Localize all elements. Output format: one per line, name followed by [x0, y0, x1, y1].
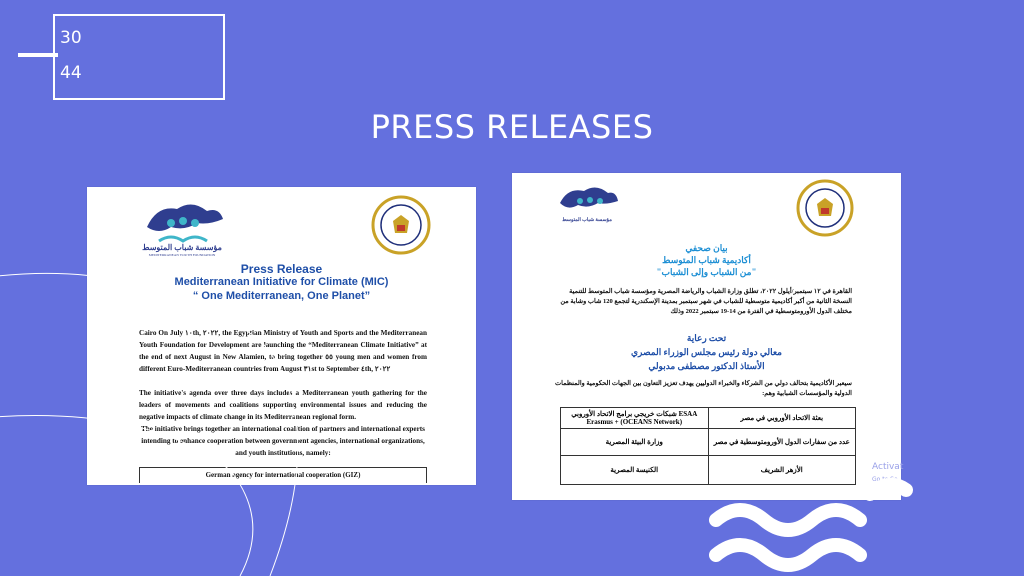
- table-cell: عدد من سفارات الدول الأورومتوسطية في مصر: [708, 429, 856, 456]
- press-paragraph-1: Cairo On July ١٠th, ٢٠٢٢, the Egyptian Ministry of Youth and Sports and the Mediterranean Youth Foundation for Development are launching the “Mediterranean Climate Initiative” at the end of next August in New Alamien, to bring together ٥٥ young men and women from different Euro-Mediterranean countries from August ٣١st to September ٤th, ٢٠٢٢: [139, 329, 427, 373]
- foundation-name-arabic: مؤسسة شباب المتوسط: [142, 243, 222, 252]
- press-paragraph-3: The initiative brings together an international coalition of partners and international experts intending to enhance cooperation between government agencies, international organizations, and youth institutions, namely:: [141, 425, 425, 457]
- academy-name: أكاديمية شباب المتوسط: [662, 255, 751, 265]
- table-cell: شبكات خريجي برامج الاتحاد الأوروبي ESAA Erasmus + (OCEANS Network): [561, 408, 709, 429]
- table-cell: بعثة الاتحاد الأوروبي في مصر: [708, 408, 856, 429]
- press-release-heading: Press Release: [240, 262, 323, 276]
- statement-heading: بيان صحفي: [685, 243, 728, 253]
- counter-divider: [18, 53, 58, 57]
- current-page-number: 30: [60, 28, 82, 48]
- prime-minister-title: معالي دولة رئيس مجلس الوزراء المصري: [630, 347, 783, 357]
- table-cell: وزارة البيئة المصرية: [561, 429, 709, 456]
- partners-table-cell: German agency for international cooperation (GIZ): [205, 471, 361, 479]
- press-release-arabic: [512, 173, 904, 500]
- press-release-english: [87, 187, 476, 485]
- total-pages-number: 44: [60, 63, 82, 83]
- initiative-tagline: “ One Mediterranean, One Planet”: [192, 290, 371, 302]
- table-row: [561, 456, 856, 485]
- table-row: [561, 408, 856, 429]
- partners-table-arabic: [560, 407, 856, 485]
- table-cell: الكنيسة المصرية: [561, 456, 709, 485]
- partners-table: [139, 467, 427, 483]
- statement-paragraph-1: القاهرة في ١٢ سبتمبر/أيلول ٢٠٢٢، تطلق وزارة الشباب والرياضة المصرية ومؤسسة شباب المتوسط للتنمية النسخة الثانية من أكبر أكاديمية متوسطية للشباب في شهر سبتمبر بمدينة الإسكندرية لتجمع 120 شاب وشابة من مختلف الدول الأورومتوسطية في الفترة من 14-19 سبتمبر 2022 وذلك: [560, 288, 852, 315]
- table-cell: الأزهر الشريف: [708, 456, 856, 485]
- foundation-logo-small-icon: [552, 181, 622, 221]
- slide-title: PRESS RELEASES: [370, 108, 654, 146]
- page-counter-frame: [53, 14, 225, 100]
- patronage-label: تحت رعاية: [686, 333, 727, 343]
- statement-paragraph-2: سيعبر الأكاديمية بتحالف دولي من الشركاء والخبراء الدوليين يهدف تعزيز التعاون بين الجهات الحكومية والمنظمات الدولية والمؤسسات الشبابية وهم:: [554, 380, 852, 397]
- ministry-seal-small-icon: [796, 179, 854, 237]
- academy-tagline: "من الشباب وإلى الشباب": [656, 267, 757, 277]
- foundation-name-arabic-small: مؤسسة شباب المتوسط: [562, 218, 612, 223]
- press-paragraph-2: The initiative's agenda over three days includes a Mediterranean youth gathering for the leaders of movements and coalitions supporting environmental issues and reducing the negative impacts of climate change in its Mediterranean regional form.: [139, 389, 427, 421]
- activation-watermark-sub: Go to Se: [872, 476, 898, 483]
- initiative-name: Mediterranean Initiative for Climate (MIC): [174, 276, 389, 288]
- table-row: [561, 429, 856, 456]
- foundation-name-english: MEDITERRANEAN YOUTH FOUNDATION: [148, 253, 216, 257]
- ministry-seal-icon: [371, 195, 431, 255]
- prime-minister-name: الأستاذ الدكتور مصطفى مدبولي: [648, 361, 765, 371]
- activation-watermark: Activat: [872, 462, 904, 472]
